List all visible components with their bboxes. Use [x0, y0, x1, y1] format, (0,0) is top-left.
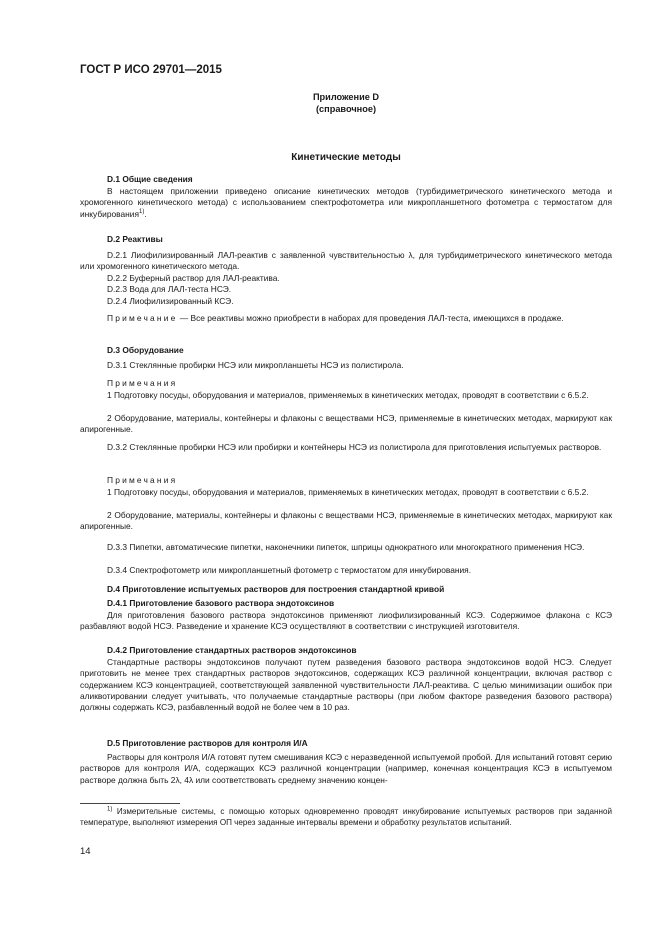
note-d3-2-1: 1 Подготовку посуды, оборудования и материалов, применяемых в кинетических методах, проводят в соответствии с 6.5.2. [107, 487, 589, 497]
section-d3-heading: D.3 Оборудование [107, 345, 184, 355]
item-d3-4: D.3.4 Спектрофотометр или микропланшетный фотометр с термостатом для инкубирования. [107, 565, 472, 575]
item-d3-1: D.3.1 Стеклянные пробирки НСЭ или микропланшеты НСЭ из полистирола. [107, 360, 404, 370]
note-d2: Примечание — Все реактивы можно приобрести в наборах для проведения ЛАЛ-теста, имеющихся в продаже. [107, 313, 564, 323]
item-d2-3: D.2.3 Вода для ЛАЛ-теста НСЭ. [107, 284, 232, 294]
main-title: Кинетические методы [291, 152, 401, 163]
section-d4-2-heading: D.4.2 Приготовление стандартных растворов эндотоксинов [107, 645, 357, 655]
section-d2-heading: D.2 Реактивы [107, 234, 163, 244]
section-d4-2-text: Стандартные растворы эндотоксинов получают путем разведения базового раствора эндотоксинов водой НСЭ. Следует приготовить не менее трех стандартных растворов эндотоксинов, содержащих КСЭ различной концентрации, включая раствор с содержанием КСЭ концентрацией, соответствующей заявленной чувствительности ЛАЛ-реактива. С целью минимизации ошибок при аликвотировании следует учитывать, что получаемые стандартные растворы (при любом факторе разведения базового раствора) должны содержать КСЭ, разбавленный водой не более чем в 10 раз. [80, 657, 612, 713]
note-d3-1-2: 2 Оборудование, материалы, контейнеры и флаконы с веществами НСЭ, применяемые в кинетических методах, маркируют как апирогенные. [80, 413, 612, 435]
item-d2-2: D.2.2 Буферный раствор для ЛАЛ-реактива. [107, 273, 280, 283]
appendix-title: Приложение D [312, 92, 380, 102]
note-d3-2-2: 2 Оборудование, материалы, контейнеры и флаконы с веществами НСЭ, применяемые в кинетических методах, маркируют как апирогенные. [80, 510, 612, 532]
section-d5-text: Растворы для контроля И/А готовят путем смешивания КСЭ с неразведенной испытуемой пробой. Для испытаний готовят серию растворов для контроля И/А, содержащих КСЭ различной концентрации (например, конечная концентрация КСЭ в испытуемом растворе должна быть 2λ, 4λ или соответствовать среднему значению концен- [80, 752, 612, 785]
item-d2-4: D.2.4 Лиофилизированный КСЭ. [107, 296, 234, 306]
section-d5-heading: D.5 Приготовление растворов для контроля И/А [107, 738, 308, 748]
document-header: ГОСТ Р ИСО 29701—2015 [80, 64, 222, 76]
page-number: 14 [80, 846, 91, 857]
appendix-subtitle: (справочное) [315, 104, 376, 114]
section-d1-heading: D.1 Общие сведения [107, 174, 193, 184]
section-d4-1-heading: D.4.1 Приготовление базового раствора эндотоксинов [107, 598, 335, 608]
note-d3-1-1: 1 Подготовку посуды, оборудования и материалов, применяемых в кинетических методах, проводят в соответствии с 6.5.2. [107, 390, 589, 400]
item-d3-2: D.3.2 Стеклянные пробирки НСЭ или пробирки и контейнеры НСЭ из полистирола для приготовления испытуемых растворов. [107, 442, 602, 452]
section-d4-1-text: Для приготовления базового раствора эндотоксинов применяют лиофилизированный КСЭ. Содержимое флакона с КСЭ разбавляют водой НСЭ. Разведение и хранение КСЭ осуществляют в соответствии с инструкцией изготовителя. [80, 610, 612, 632]
item-d2-1: D.2.1 Лиофилизированный ЛАЛ-реактив с заявленной чувствительностью λ, для турбидиметрического кинетического метода или хромогенного кинетического метода. [80, 250, 612, 272]
section-d4-heading: D.4 Приготовление испытуемых растворов для построения стандартной кривой [107, 584, 445, 594]
notes-d3-1-label: Примечания [107, 378, 178, 388]
item-d3-3: D.3.3 Пипетки, автоматические пипетки, наконечники пипеток, шприцы однократного или многократного применения НСЭ. [107, 542, 585, 552]
section-d1-text: В настоящем приложении приведено описание кинетических методов (турбидиметрического кинетического метода и хромогенного кинетического метода) с использованием спектрофотометра или микропланшетного фотометра с термостатом для инкубирования$^{1)}$. [80, 186, 612, 219]
footnote-divider [80, 803, 180, 804]
notes-d3-2-label: Примечания [107, 475, 178, 485]
footnote: $^{1)}$ Измерительные системы, с помощью которых одновременно проводят инкубирование испытуемых растворов при заданной температуре, выполняют измерения ОП через заданные интервалы времени и обработку результатов испытаний. [80, 806, 612, 827]
